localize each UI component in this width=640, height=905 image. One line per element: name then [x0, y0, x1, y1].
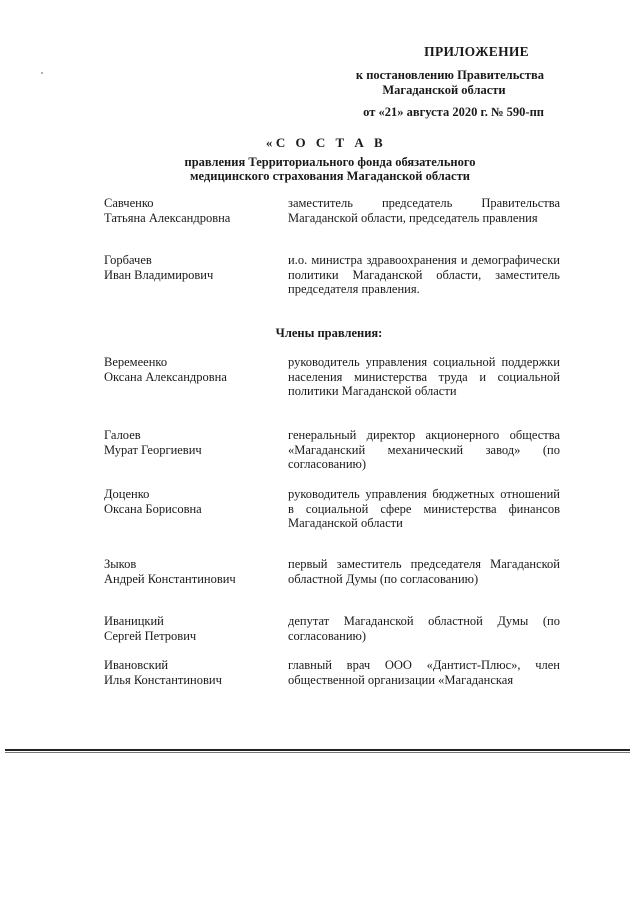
board-member-entry	[104, 355, 560, 417]
person-role: главный врач ООО «Дантист-Плюс», член общественной организации «Магаданская	[288, 658, 560, 687]
person-role: и.о. министра здравоохранения и демографически политики Магаданской области, заместитель председателя правления.	[288, 253, 560, 296]
person-name	[104, 614, 274, 643]
document-title: «С О С Т А В	[265, 135, 387, 150]
person-surname: Галоев	[104, 428, 141, 442]
person-role: заместитель председатель Правительства Магаданской области, председатель правления	[288, 196, 560, 225]
person-role: первый заместитель председателя Магаданской областной Думы (по согласованию)	[288, 557, 560, 586]
person-role: генеральный директор акционерного общества «Магаданский механический завод» (по согласованию)	[288, 428, 560, 471]
appendix-date: от «21» августа 2020 г. № 590-пп	[363, 105, 544, 119]
appendix-title: ПРИЛОЖЕНИЕ	[424, 44, 529, 59]
person-surname: Иваницкий	[104, 614, 164, 628]
person-surname: Доценко	[104, 487, 150, 501]
person-surname: Савченко	[104, 196, 154, 210]
appendix-resolution-line: к постановлению Правительства	[355, 68, 544, 82]
board-member-entry	[104, 557, 560, 603]
page-bottom-rule-shadow	[5, 752, 630, 753]
person-name	[104, 487, 274, 516]
person-surname: Ивановский	[104, 658, 169, 672]
person-given-names: Оксана Александровна	[104, 369, 227, 384]
person-role: депутат Магаданской областной Думы (по согласованию)	[288, 614, 560, 643]
person-name	[104, 428, 274, 457]
document-subtitle-line: правления Территориального фонда обязательного	[184, 155, 476, 169]
page-bottom-rule	[5, 749, 630, 751]
person-given-names: Мурат Георгиевич	[104, 442, 202, 457]
person-given-names: Андрей Константинович	[104, 571, 236, 586]
scan-artifact	[41, 72, 43, 74]
person-given-names: Сергей Петрович	[104, 628, 197, 643]
person-given-names: Иван Владимирович	[104, 267, 214, 282]
person-given-names: Татьяна Александровна	[104, 210, 231, 225]
person-surname: Горбачев	[104, 253, 152, 267]
board-member-entry	[104, 428, 560, 474]
person-name	[104, 253, 274, 282]
person-name	[104, 196, 274, 225]
person-role: руководитель управления социальной поддержки населения министерства труда и социальной политики Магаданской области	[288, 355, 560, 398]
person-name	[104, 355, 274, 384]
board-member-entry	[104, 487, 560, 549]
members-heading: Члены правления:	[275, 326, 383, 340]
person-name	[104, 557, 274, 586]
board-member-entry	[104, 614, 560, 646]
person-given-names: Оксана Борисовна	[104, 501, 202, 516]
appendix-region-line: Магаданской области	[382, 83, 506, 97]
person-role: руководитель управления бюджетных отношений в социальной сфере министерства финансов Магаданской области	[288, 487, 560, 530]
appendix-header	[304, 43, 544, 120]
person-surname: Зыков	[104, 557, 137, 571]
person-given-names: Илья Константинович	[104, 672, 222, 687]
board-member-entry	[104, 658, 560, 690]
document-subtitle-line: медицинского страхования Магаданской области	[190, 169, 470, 183]
person-surname: Веремеенко	[104, 355, 168, 369]
person-name	[104, 658, 274, 687]
board-entry-deputy	[104, 253, 560, 315]
board-entry-chair	[104, 196, 560, 246]
document-subtitle	[150, 155, 510, 183]
